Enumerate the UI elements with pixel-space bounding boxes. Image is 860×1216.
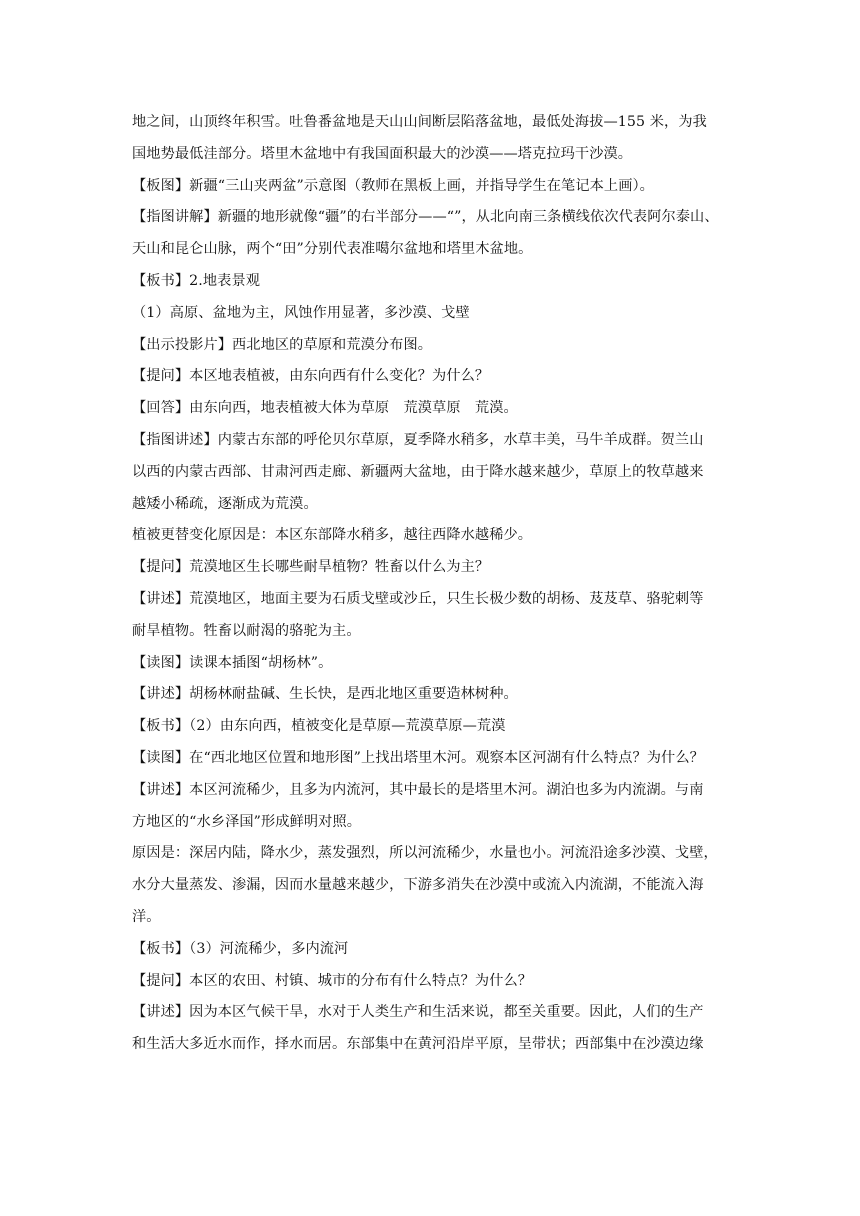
text-line: 【板图】新疆“三山夹两盆”示意图（教师在黑板上画，并指导学生在笔记本上画）。 [132, 177, 654, 194]
text-line: 【指图讲解】新疆的地形就像“疆”的右半部分——“”，从北向南三条横线依次代表阿尔泰山、 [132, 209, 719, 226]
text-line: 地之间，山顶终年积雪。吐鲁番盆地是天山山间断层陷落盆地，最低处海拔—155 米，为我 [132, 114, 707, 130]
text-line: 方地区的“水乡泽国”形成鲜明对照。 [132, 813, 362, 830]
text-line: 【提问】荒漠地区生长哪些耐旱植物？牲畜以什么为主？ [132, 559, 490, 576]
text-line: 国地势最低洼部分。塔里木盆地中有我国面积最大的沙漠——塔克拉玛干沙漠。 [132, 145, 633, 162]
text-line: 【读图】在“西北地区位置和地形图”上找出塔里木河。观察本区河湖有什么特点？为什么？ [132, 749, 704, 766]
text-line: 原因是：深居内陆，降水少，蒸发强烈，所以河流稀少，水量也小。河流沿途多沙漠、戈壁， [132, 845, 718, 862]
text-line: 以西的内蒙古西部、甘肃河西走廊、新疆两大盆地，由于降水越来越少，草原上的牧草越来 [132, 463, 704, 480]
text-line: 【指图讲述】内蒙古东部的呼伦贝尔草原，夏季降水稍多，水草丰美，马牛羊成群。贺兰山 [132, 431, 704, 448]
text-line: 水分大量蒸发、渗漏，因而水量越来越少，下游多消失在沙漠中或流入内流湖，不能流入海 [132, 877, 704, 894]
text-line: 和生活大多近水而作，择水而居。东部集中在黄河沿岸平原，呈带状；西部集中在沙漠边缘 [132, 1036, 704, 1053]
text-line: 【提问】本区地表植被，由东向西有什么变化？为什么？ [132, 368, 490, 385]
text-line: 植被更替变化原因是：本区东部降水稍多，越往西降水越稀少。 [132, 527, 533, 544]
text-line: 【讲述】荒漠地区，地面主要为石质戈壁或沙丘，只生长极少数的胡杨、芨芨草、骆驼刺等 [132, 590, 704, 607]
text-line: 洋。 [132, 908, 161, 925]
text-line: 【板书】（3）河流稀少，多内流河 [132, 940, 349, 957]
text-line: 【讲述】本区河流稀少，且多为内流河，其中最长的是塔里木河。湖泊也多为内流湖。与南 [132, 781, 704, 798]
text-line: 【回答】由东向西，地表植被大体为草原 荒漠草原 荒漠。 [132, 400, 518, 417]
text-line: （1）高原、盆地为主，风蚀作用显著，多沙漠、戈壁 [132, 304, 470, 321]
text-line: 【讲述】胡杨林耐盐碱、生长快，是西北地区重要造林树种。 [132, 686, 518, 703]
text-line: 【出示投影片】西北地区的草原和荒漠分布图。 [132, 336, 433, 353]
text-line: 【讲述】因为本区气候干旱，水对于人类生产和生活来说，都至关重要。因此，人们的生产 [132, 1004, 704, 1021]
text-line: 【板书】（2）由东向西，植被变化是草原—荒漠草原—荒漠 [132, 718, 506, 735]
text-line: 耐旱植物。牲畜以耐渴的骆驼为主。 [132, 622, 361, 639]
text-line: 【读图】读课本插图“胡杨林”。 [132, 654, 333, 671]
text-line: 【提问】本区的农田、村镇、城市的分布有什么特点？为什么？ [132, 972, 533, 989]
text-line: 【板书】2.地表景观 [132, 272, 261, 289]
text-line: 越矮小稀疏，逐渐成为荒漠。 [132, 495, 318, 512]
document-body [132, 107, 732, 1061]
text-line: 天山和昆仑山脉，两个“田”分别代表准噶尔盆地和塔里木盆地。 [132, 241, 533, 258]
